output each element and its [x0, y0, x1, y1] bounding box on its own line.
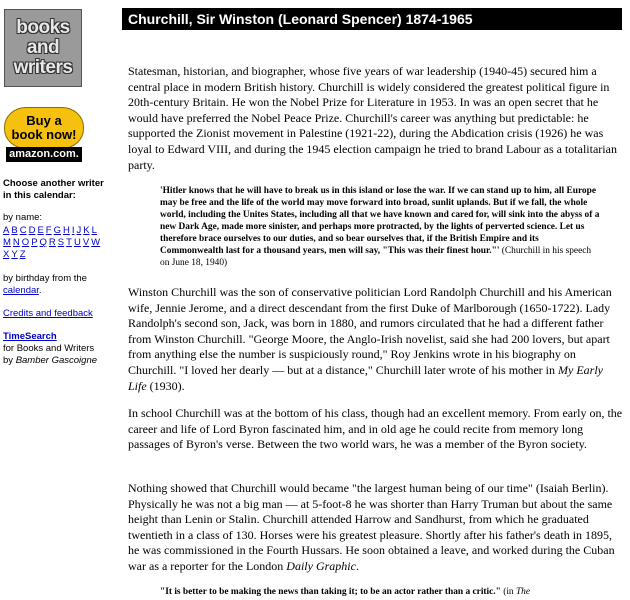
news-quote-attribution: (in [500, 587, 516, 597]
alpha-link-p[interactable]: P [31, 237, 38, 248]
credits-feedback-link[interactable]: Credits and feedback [3, 308, 93, 319]
choose-writer-heading [3, 178, 117, 202]
news-quote-attribution-italic: The [515, 587, 531, 597]
credits-block [3, 308, 117, 320]
news-quote-text: "It is better to be making the news than taking it; to be an actor rather than a critic." [160, 587, 501, 597]
alpha-link-s[interactable]: S [57, 237, 65, 248]
alpha-row-2 [3, 237, 117, 249]
choose-heading-line-2: in this calendar: [3, 190, 76, 201]
books-and-writers-logo[interactable] [4, 9, 82, 87]
alpha-link-k[interactable]: K [83, 225, 90, 236]
logo-line-1: books [16, 17, 70, 38]
amazon-buy-bubble [4, 107, 84, 149]
logo-line-3: writers [13, 57, 73, 78]
career-paragraph-end: . [355, 558, 359, 573]
family-paragraph-text: Winston Churchill was the son of conservative politician Lord Randolph Churchill and his American wife, Jennie Jerome, and a direct descendant from the first Duke of Marlborough (1650-1722). Lady Randolph's second son, Jack, was born in 1880, and rumors circulated that he had a different father from Winston Churchill. "George Moore, the Anglo-Irish novelist, said she had 200 lovers, but apart from anything else the number is suspiciously round," Roy Jenkins wrote in his biography on Churchill. "I loved her dearly — but at a distance," Churchill later wrote of his mother in [128, 285, 612, 377]
alpha-link-i[interactable]: I [71, 225, 75, 236]
alpha-link-y[interactable]: Y [11, 249, 18, 260]
alpha-link-d[interactable]: D [28, 225, 36, 236]
alpha-link-c[interactable]: C [19, 225, 27, 236]
alpha-link-a[interactable]: A [3, 225, 10, 236]
alpha-link-z[interactable]: Z [19, 249, 26, 260]
alpha-link-w[interactable]: W [91, 237, 101, 248]
school-paragraph: In school Churchill was at the bottom of his class, though had an excellent memory. From early on, the career and life of Lord Byron fascinated him, and in old age he could recite from memory long passages of Byron's verse. Between the two world wars, he was a member of the Byron society. [128, 406, 623, 452]
alpha-link-o[interactable]: O [21, 237, 30, 248]
logo-line-2: and [26, 37, 60, 58]
choose-heading-line-1: Choose another writer [3, 178, 104, 189]
news-quote [160, 586, 600, 598]
timesearch-subtitle: for Books and Writers [3, 343, 95, 354]
alpha-link-e[interactable]: E [37, 225, 44, 236]
family-paragraph-end: (1930). [146, 378, 185, 393]
alpha-link-f[interactable]: F [45, 225, 52, 236]
page-title: Churchill, Sir Winston (Leonard Spencer) 1874-1965 [122, 8, 622, 30]
alpha-link-u[interactable]: U [73, 237, 81, 248]
amazon-brand: amazon.com. [6, 147, 82, 162]
finest-hour-quote-attribution: (Churchill in his speech on June 18, 1940) [160, 246, 592, 268]
alphabet-index [3, 225, 117, 261]
calendar-link[interactable]: calendar [3, 285, 39, 296]
alpha-link-g[interactable]: G [53, 225, 61, 236]
my-early-life-title: My Early Life [128, 362, 603, 393]
alpha-link-q[interactable]: Q [39, 237, 47, 248]
alpha-row-3 [3, 249, 117, 261]
alpha-link-l[interactable]: L [91, 225, 97, 236]
timesearch-by: by [3, 355, 16, 366]
timesearch-link[interactable]: TimeSearch [3, 331, 57, 342]
alpha-link-r[interactable]: R [48, 237, 56, 248]
alpha-link-n[interactable]: N [12, 237, 20, 248]
alpha-link-x[interactable]: X [3, 249, 10, 260]
career-paragraph-text: Nothing showed that Churchill would became "the largest human being of our time" (Isaiah Berlin). Physically he was not a big man — at 5-foot-8 he was shorter than Harry Truman but about the same height than Lenin or Stalin. Churchill attended Harrow and Sandhurst, from which he graduated twentieth in a class of 130. Horses were his greatest pleasure. Shortly after his father's death in 1895, he was commissioned in the Fourth Hussars. He soon obtained a leave, and worked during the Cuban war as a reporter for the London [128, 481, 615, 573]
alpha-link-m[interactable]: M [3, 237, 11, 248]
alpha-link-h[interactable]: H [62, 225, 70, 236]
family-paragraph [128, 285, 624, 394]
finest-hour-quote [160, 185, 600, 269]
career-paragraph [128, 481, 624, 575]
amazon-buy-line-1: Buy a [26, 113, 62, 128]
intro-paragraph: Statesman, historian, and biographer, whose five years of war leadership (1940-45) secured him a central place in modern British history. Churchill is widely considered the greatest political figure in 20th-century Britain. He won the Nobel Prize for Literature in 1953. In was an open secret that he would have preferred the Nobel Peace Prize. Churchill's career was anything but predictable: he supported the Zionist movement in Palestine (1921-22), during the Abdication crisis (1926) he was loyal to Edward VIII, and during the 1945 election campaign he tried to brand Labour as a totalitarian party. [128, 64, 617, 172]
alpha-link-b[interactable]: B [11, 225, 18, 236]
by-birthday-label: by birthday from the [3, 273, 87, 284]
daily-graphic-title: Daily Graphic [286, 558, 356, 573]
timesearch-author: Bamber Gascoigne [15, 355, 98, 366]
amazon-buy-banner[interactable] [4, 107, 82, 162]
alpha-link-t[interactable]: T [66, 237, 72, 248]
alpha-row-1 [3, 225, 117, 237]
alpha-link-v[interactable]: V [82, 237, 90, 248]
timesearch-block [3, 331, 117, 367]
by-name-label: by name: [3, 212, 43, 223]
amazon-buy-line-2: book now! [11, 127, 77, 142]
alpha-link-j[interactable]: J [76, 225, 82, 236]
finest-hour-quote-text: 'Hitler knows that he will have to break us in this island or lose the war. If we can stand up to him, all Europe may be free and the life of the world may move forward into broad, sunlit uplands. But if we fall, the whole world, including the Unites States, including all that we have known and cared for, will sink into the abyss of a new Dark Age, made more sinister, and perhaps more protracted, by the lights of perverted science. Let us therefore brace ourselves to our duties, and so bear ourselves that, if the British Empire and its Commonwealth last for a thousand years, men will say, "This was their finest hour."' [160, 186, 600, 256]
by-birthday-block: by birthday from the calendar. [3, 273, 87, 296]
